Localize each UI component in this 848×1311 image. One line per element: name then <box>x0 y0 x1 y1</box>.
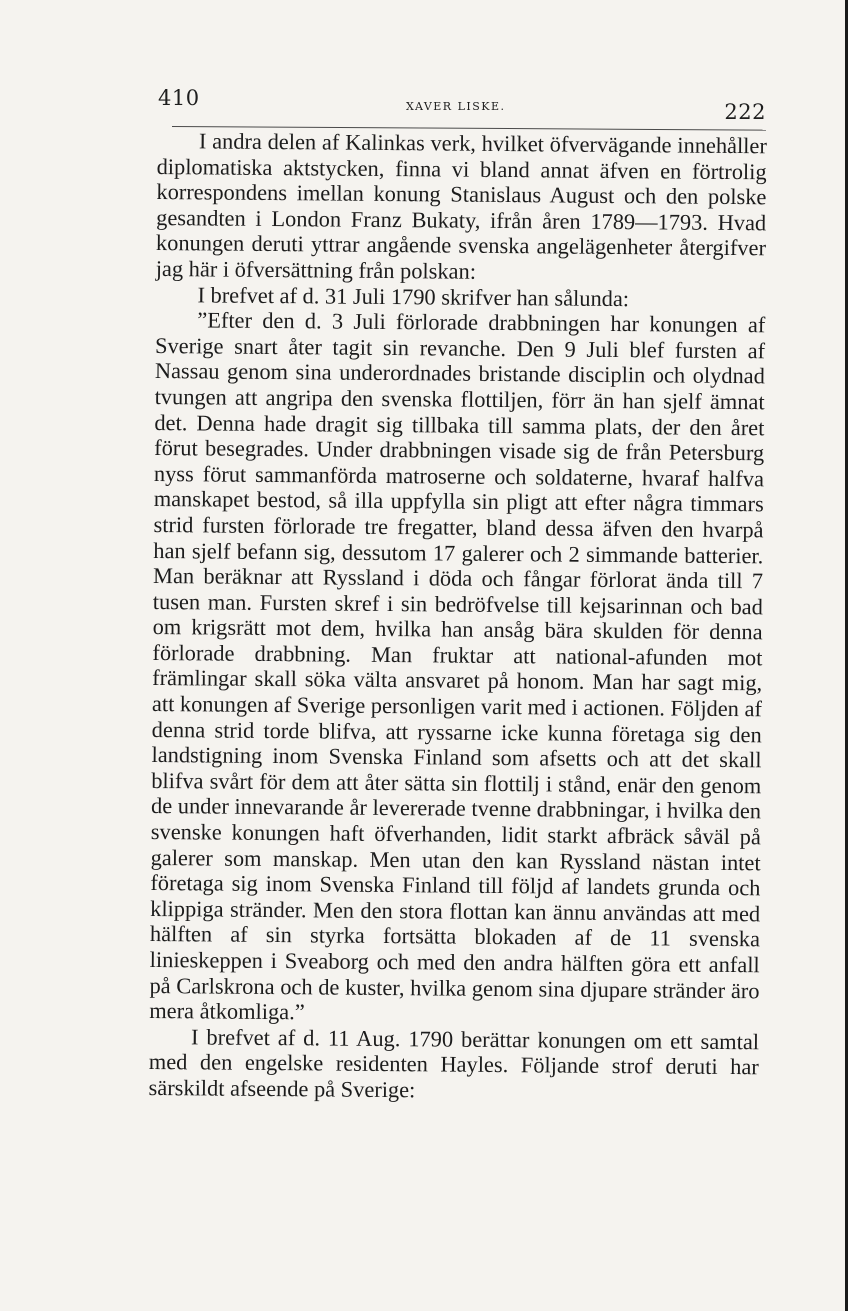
body-text <box>149 128 767 1106</box>
volume-number: 222 <box>724 100 766 124</box>
paragraph-intro: I andra delen af Kalinkas verk, hvilket öfvervägande innehåller diplomatiska aktstycken, finna vi bland annat äfven en förtrolig korrespondens imellan konung Stanislaus August och den polske gesandten i London Franz Bukaty, ifrån åren 1789—1793. Hvad konungen deruti yttrar angående svenska angelägenheter återgifver jag här i öfversättning från polskan: <box>155 128 767 284</box>
page-header <box>158 86 770 126</box>
paragraph-letter-date-1: I brefvet af d. 31 Juli 1790 skrifver han sålunda: <box>197 281 630 311</box>
paragraph-letter-date-2: I brefvet af d. 11 Aug. 1790 berättar konungen om ett samtal med den engelske residenten Hayles. Följande strof deruti har särskildt afseende på Sverige: <box>148 1024 760 1103</box>
paragraph-quoted-letter: ”Efter den d. 3 Juli förlorade drabbningen har konungen af Sverige snart åter tagit sin revanche. Den 9 Juli blef fursten af Nassau genom sina underordnades bristande disciplin och olydnad tvungen att angripa den svenska flottiljen, förr än han sjelf ämnat det. Denna hade dragit sig tillbaka till samma plats, der den året förut besegrades. Under drabbningen visade sig de från Petersburg nyss förut sammanförda matroserne och soldaterne, hvaraf halfva manskapet bestod, så illa uppfylla sin pligt att efter några timmars strid fursten förlorade tre fregatter, bland dessa äfven den hvarpå han sjelf befann sig, dessutom 17 galerer och 2 simmande batterier. Man beräknar att Ryssland i döda och fångar förlorat ända till 7 tusen man. Fursten skref i sin bedröfvelse till kejsarinnan och bad om krigsrätt mot dem, hvilka han ansåg bära skulden för denna förlorade drabbning. Man fruktar att national-afunden mot främlingar skall söka välta ansvaret på honom. Man har sagt mig, att konungen af Sverige personligen varit med i actionen. Följden af denna strid torde blifva, att ryssarne icke kunna företaga sig den landstigning inom Svenska Finland som afsetts och att det skall blifva svårt för dem att åter sätta sin flottilj i stånd, enär den genom de under innevarande år levererade tvenne drabbningar, i hvilka den svenske konungen haft öfverhanden, lidit starkt afbräck såväl på galerer som manskap. Men utan den kan Ryssland nästan intet företaga sig inom Svenska Finland till följd af landets grunda och klippiga stränder. Men den stora flottan kan ännu användas att med hälften af sin styrka fortsätta blokaden af de 11 svenska linieskeppen i Sveaborg och med den andra hälften göra ett anfall på Carlskrona och de kuster, hvilka genom sina djupare stränder äro mera åtkomliga.” <box>149 307 766 1025</box>
page-number: 410 <box>158 86 200 110</box>
running-head: XAVER LISKE. <box>406 100 506 113</box>
